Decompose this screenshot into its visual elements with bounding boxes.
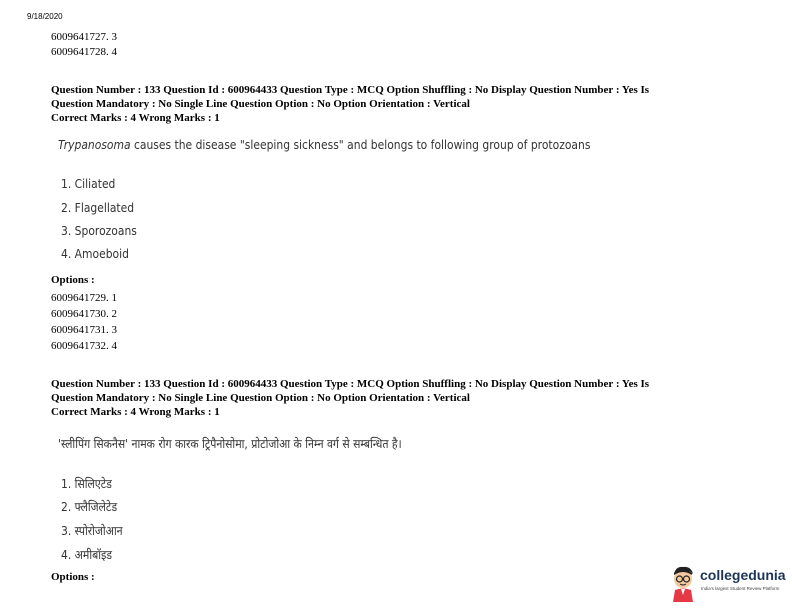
choice-item: 1. Ciliated bbox=[61, 176, 116, 191]
print-date: 9/18/2020 bbox=[27, 12, 63, 21]
question-header bbox=[51, 83, 741, 125]
option-id-line: 6009641727. 3 bbox=[51, 31, 117, 43]
options-label: Options : bbox=[51, 274, 95, 286]
option-id-line: 6009641729. 1 bbox=[51, 292, 117, 304]
question-text: 'स्लीपिंग सिकनैस' नामक रोग कारक ट्रिपैनोसोमा, प्रोटोजोआ के निम्न वर्ग से सम्बन्धित है। bbox=[58, 436, 402, 451]
choice-item: 3. Sporozoans bbox=[61, 223, 137, 238]
question-header-line: Question Number : 133 Question Id : 600964433 Question Type : MCQ Option Shuffling : No Display Question Number : Yes Is bbox=[51, 84, 650, 96]
question-text-italic: Trypanosoma bbox=[58, 137, 131, 152]
collegedunia-logo bbox=[668, 564, 786, 604]
question-header-line: Question Mandatory : No Single Line Question Option : No Option Orientation : Vertical bbox=[51, 98, 470, 110]
choice-item: 3. स्पोरोजोआन bbox=[61, 523, 123, 538]
question-marks: Correct Marks : 4 Wrong Marks : 1 bbox=[51, 406, 220, 418]
question-header-line: Question Number : 133 Question Id : 600964433 Question Type : MCQ Option Shuffling : No Display Question Number : Yes Is bbox=[51, 378, 650, 390]
question-text bbox=[58, 137, 590, 152]
option-id-line: 6009641728. 4 bbox=[51, 46, 117, 58]
choice-item: 4. Amoeboid bbox=[61, 246, 129, 261]
choice-item: 1. सिलिएटेड bbox=[61, 476, 112, 491]
choice-item: 2. Flagellated bbox=[61, 200, 135, 215]
mascot-icon bbox=[668, 564, 698, 602]
choice-item: 4. अमीबॉइड bbox=[61, 547, 113, 562]
choice-item: 2. फ्लैजिलेटेड bbox=[61, 499, 118, 514]
question-marks: Correct Marks : 4 Wrong Marks : 1 bbox=[51, 112, 220, 124]
option-id-line: 6009641732. 4 bbox=[51, 340, 117, 352]
question-header bbox=[51, 377, 741, 419]
question-header-line: Question Mandatory : No Single Line Question Option : No Option Orientation : Vertical bbox=[51, 392, 470, 404]
option-id-line: 6009641730. 2 bbox=[51, 308, 117, 320]
logo-tagline: India's largest Student Review Platform bbox=[701, 586, 780, 591]
option-id-line: 6009641731. 3 bbox=[51, 324, 117, 336]
question-text-rest: causes the disease "sleeping sickness" and belongs to following group of protozoans bbox=[130, 137, 591, 152]
options-label: Options : bbox=[51, 571, 95, 583]
logo-wordmark: collegedunia bbox=[700, 567, 786, 583]
